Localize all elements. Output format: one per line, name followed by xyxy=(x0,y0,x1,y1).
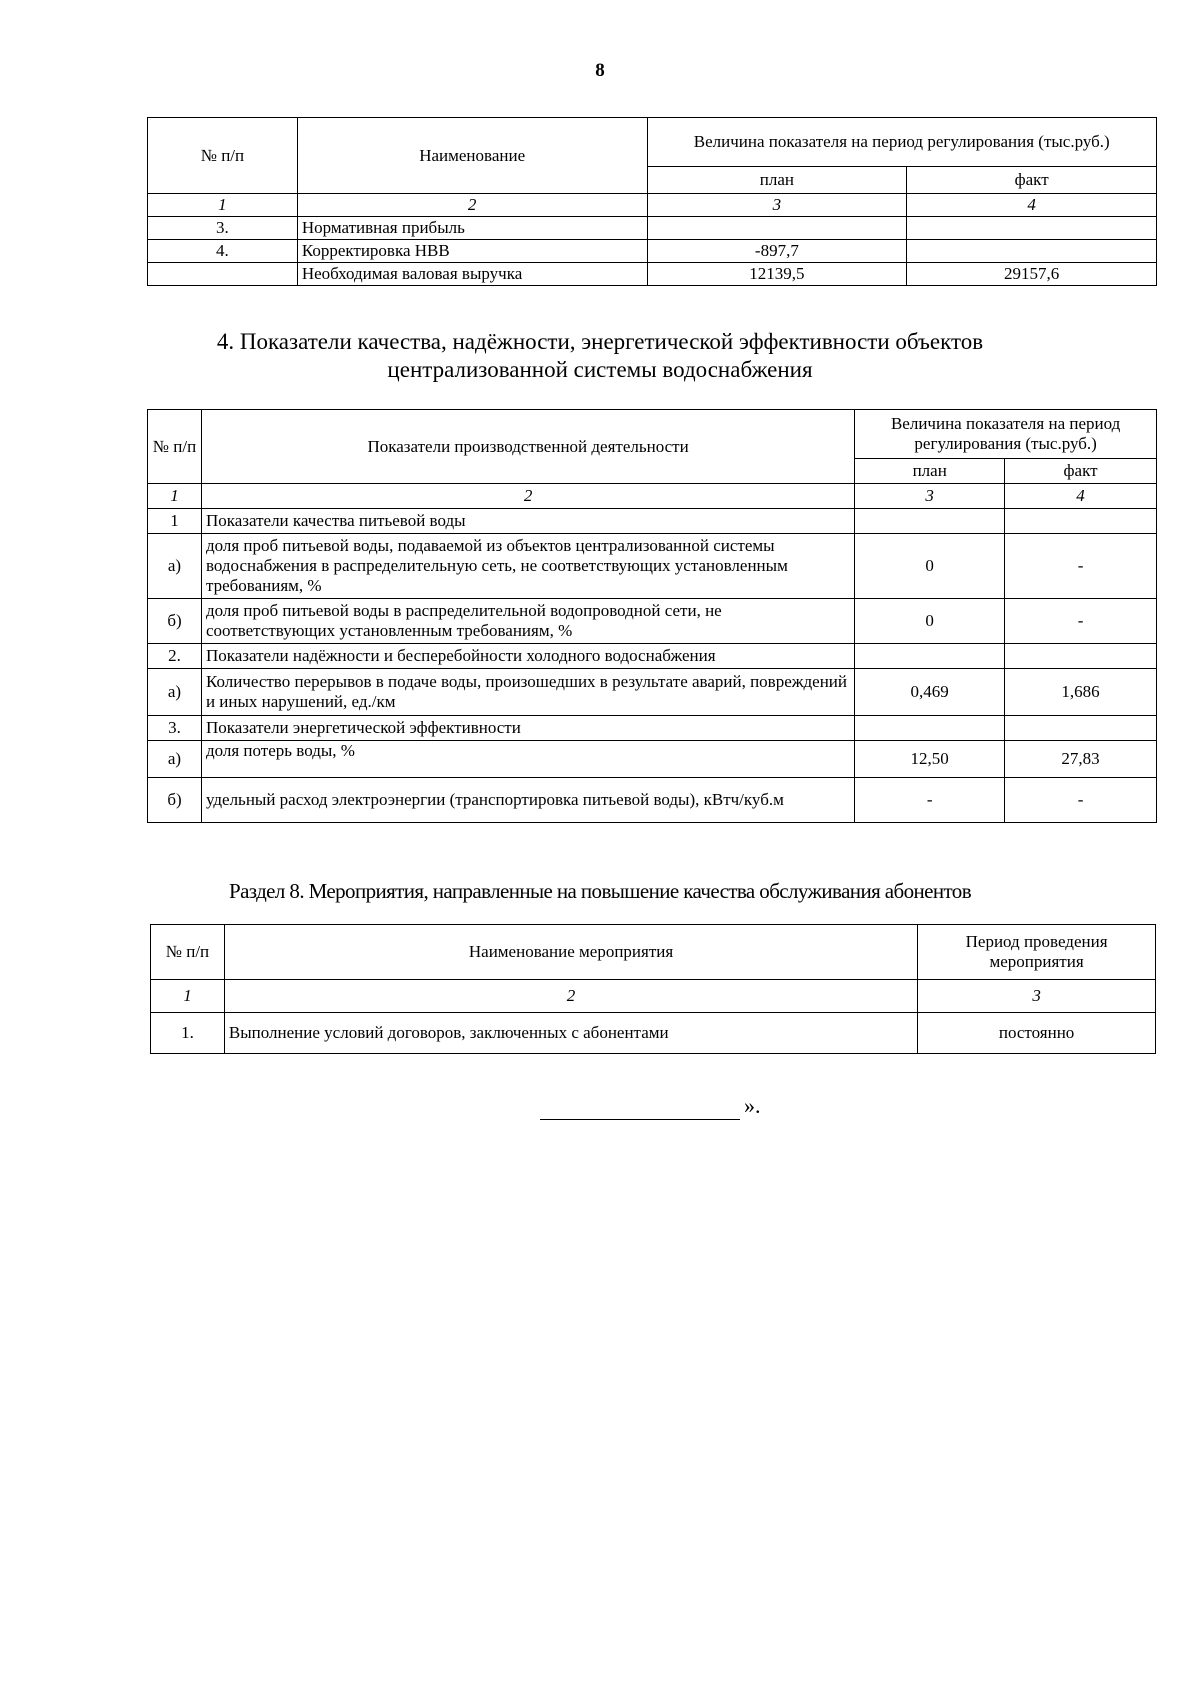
row-fact xyxy=(907,240,1157,263)
row-num: а) xyxy=(148,741,202,778)
header-value: Величина показателя на период регулирования (тыс.руб.) xyxy=(647,118,1157,167)
table-row xyxy=(148,217,1157,240)
row-plan: 0,469 xyxy=(855,669,1005,716)
row-plan xyxy=(855,716,1005,741)
blank-line xyxy=(540,1099,740,1120)
header-plan: план xyxy=(647,167,907,194)
closing-quote: ». xyxy=(744,1093,761,1118)
row-num xyxy=(148,263,298,286)
header-plan: план xyxy=(855,459,1005,484)
section-4-title xyxy=(0,328,1200,384)
table-row xyxy=(148,240,1157,263)
section-4-title-line1: 4. Показатели качества, надёжности, энергетической эффективности объектов xyxy=(216,329,984,354)
row-name: доля проб питьевой воды, подаваемой из объектов централизованной системы водоснабжения в распределительную сеть, не соответствующих установленным требованиям, % xyxy=(201,534,854,599)
table-row xyxy=(148,644,1157,669)
quality-indicators-table xyxy=(147,409,1157,823)
header-num: № п/п xyxy=(148,118,298,194)
header-fact: факт xyxy=(1005,459,1157,484)
row-name: удельный расход электроэнергии (транспортировка питьевой воды), кВтч/куб.м xyxy=(201,778,854,823)
table-row xyxy=(148,534,1157,599)
section-4-title-line2: централизованной системы водоснабжения xyxy=(387,357,813,382)
row-name: Показатели надёжности и бесперебойности холодного водоснабжения xyxy=(201,644,854,669)
header-fact: факт xyxy=(907,167,1157,194)
header-name: Показатели производственной деятельности xyxy=(201,410,854,484)
table-row xyxy=(148,263,1157,286)
row-name: Показатели качества питьевой воды xyxy=(201,509,854,534)
column-numbers-row xyxy=(151,980,1156,1013)
table-row xyxy=(148,741,1157,778)
row-name: Выполнение условий договоров, заключенных с абонентами xyxy=(224,1013,917,1054)
measures-table xyxy=(150,924,1156,1054)
col-number: 1 xyxy=(151,980,225,1013)
column-numbers-row xyxy=(148,194,1157,217)
page-number: 8 xyxy=(595,60,605,81)
row-num: б) xyxy=(148,778,202,823)
col-number: 1 xyxy=(148,484,202,509)
row-name: Количество перерывов в подаче воды, произошедших в результате аварий, повреждений и иных нарушений, ед./км xyxy=(201,669,854,716)
row-fact: - xyxy=(1005,599,1157,644)
row-num: 2. xyxy=(148,644,202,669)
row-plan: -897,7 xyxy=(647,240,907,263)
header-value: Величина показателя на период регулирования (тыс.руб.) xyxy=(855,410,1157,459)
table-row xyxy=(148,509,1157,534)
row-num: а) xyxy=(148,534,202,599)
section-8-title: Раздел 8. Мероприятия, направленные на повышение качества обслуживания абонентов xyxy=(228,879,972,903)
row-period: постоянно xyxy=(918,1013,1156,1054)
header-num: № п/п xyxy=(148,410,202,484)
row-fact xyxy=(1005,644,1157,669)
table-row xyxy=(148,778,1157,823)
row-plan: - xyxy=(855,778,1005,823)
row-name: Показатели энергетической эффективности xyxy=(201,716,854,741)
row-plan xyxy=(855,509,1005,534)
table-row xyxy=(148,669,1157,716)
row-num: 4. xyxy=(148,240,298,263)
table-row xyxy=(148,716,1157,741)
row-fact xyxy=(907,217,1157,240)
row-plan: 0 xyxy=(855,599,1005,644)
row-num: 1 xyxy=(148,509,202,534)
row-fact: 29157,6 xyxy=(907,263,1157,286)
row-name: Корректировка НВВ xyxy=(297,240,647,263)
row-plan xyxy=(647,217,907,240)
col-number: 3 xyxy=(918,980,1156,1013)
col-number: 2 xyxy=(201,484,854,509)
row-fact: - xyxy=(1005,778,1157,823)
column-numbers-row xyxy=(148,484,1157,509)
row-plan: 0 xyxy=(855,534,1005,599)
row-fact xyxy=(1005,509,1157,534)
col-number: 1 xyxy=(148,194,298,217)
table-row xyxy=(148,599,1157,644)
row-num: а) xyxy=(148,669,202,716)
row-name: доля потерь воды, % xyxy=(201,741,854,778)
col-number: 4 xyxy=(907,194,1157,217)
row-fact: 1,686 xyxy=(1005,669,1157,716)
row-num: б) xyxy=(148,599,202,644)
row-fact: 27,83 xyxy=(1005,741,1157,778)
row-num: 3. xyxy=(148,716,202,741)
row-plan: 12,50 xyxy=(855,741,1005,778)
row-plan: 12139,5 xyxy=(647,263,907,286)
header-name: Наименование мероприятия xyxy=(224,925,917,980)
row-num: 1. xyxy=(151,1013,225,1054)
row-fact: - xyxy=(1005,534,1157,599)
row-name: Нормативная прибыль xyxy=(297,217,647,240)
row-name: Необходимая валовая выручка xyxy=(297,263,647,286)
col-number: 2 xyxy=(224,980,917,1013)
table-row xyxy=(151,1013,1156,1054)
header-period: Период проведения мероприятия xyxy=(918,925,1156,980)
closing-mark xyxy=(540,1092,780,1120)
row-name: доля проб питьевой воды в распределительной водопроводной сети, не соответствующих установленным требованиям, % xyxy=(201,599,854,644)
col-number: 4 xyxy=(1005,484,1157,509)
header-num: № п/п xyxy=(151,925,225,980)
row-fact xyxy=(1005,716,1157,741)
regulation-value-table xyxy=(147,117,1157,286)
header-name: Наименование xyxy=(297,118,647,194)
col-number: 2 xyxy=(297,194,647,217)
row-num: 3. xyxy=(148,217,298,240)
col-number: 3 xyxy=(855,484,1005,509)
row-plan xyxy=(855,644,1005,669)
col-number: 3 xyxy=(647,194,907,217)
